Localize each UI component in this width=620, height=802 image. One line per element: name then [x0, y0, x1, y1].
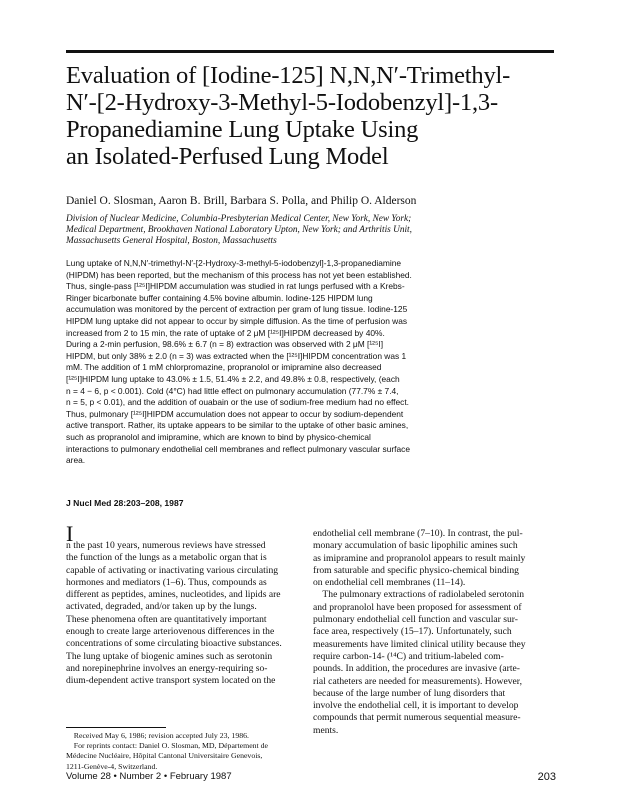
abstract-line: area. [66, 455, 86, 466]
affiliation-line: Division of Nuclear Medicine, Columbia-Presbyterian Medical Center, New York, New York; [66, 214, 412, 224]
abstract-line: active transport. Rather, its uptake appears to be similar to the uptake of other basic amines, [66, 420, 409, 431]
abstract-line: accumulation was monitored by the percent of extraction per gram of lung tissue. Iodine-125 [66, 304, 408, 315]
body-line: dium-dependent active transport system located on the [66, 675, 276, 687]
abstract-line: Lung uptake of N,N,N′-trimethyl-N′-[2-Hydroxy-3-methyl-5-iodobenzyl]-1,3-propanediamine [66, 258, 402, 268]
body-line: ments. [313, 724, 339, 736]
body-line: hormones and mediators (1–6). Thus, compounds as [66, 576, 267, 588]
body-line: involve the endothelial cell, it is important to develop [313, 700, 519, 712]
abstract-line: HIPDM lung uptake did not appear to occur by simple diffusion. As the time of perfusion was [66, 315, 408, 326]
abstract-line: Thus, single-pass [¹²⁵I]HIPDM accumulation was studied in rat lungs perfused with a Krebs- [66, 281, 405, 292]
article-title [66, 62, 556, 170]
body-line: capable of activating or inactivating various circulating [66, 564, 279, 576]
footnote-line: For reprints contact: Daniel O. Slosman, MD, Département de [66, 741, 269, 751]
page-number: 203 [537, 771, 556, 783]
footnote-line: 1211-Genève-4, Switzerland. [66, 761, 158, 771]
abstract-line: HIPDM, but only 38% ± 2.0 (n = 3) was extracted when the [¹²⁵I]HIPDM concentration was 1 [66, 350, 407, 361]
abstract-line: such as propranolol and imipramine, which are known to bind by physico-chemical [66, 431, 371, 442]
body-line: require carbon-14- (¹⁴C) and tritium-labeled com- [313, 650, 504, 662]
body-line: the function of the lungs as a metabolic organ that is [66, 552, 267, 564]
page-footer [66, 771, 556, 785]
body-line: These phenomena often are quantitatively important [66, 613, 267, 625]
body-line: and norepinephrine involves an energy-requiring so- [66, 662, 268, 674]
body-line: endothelial cell membrane (7–10). In contrast, the pul- [313, 528, 523, 539]
body-line: from saturable and specific physico-chemical binding [313, 564, 519, 576]
body-column-left [66, 521, 306, 688]
abstract-line: [¹²⁵I]HIPDM lung uptake to 43.0% ± 1.5, 51.4% ± 2.2, and 49.8% ± 0.8, respectively, (each [66, 373, 400, 384]
affiliation-line: Medical Department, Brookhaven National Laboratory Upton, New York; and Arthritis Unit, [66, 225, 412, 236]
author-list: Daniel O. Slosman, Aaron B. Brill, Barbara S. Polla, and Philip O. Alderson [66, 195, 417, 207]
top-rule [66, 50, 554, 53]
abstract-line: (HIPDM) has been reported, but the mechanism of this process has not yet been established. [66, 269, 412, 280]
affiliation-line: Massachusetts General Hospital, Boston, Massachusetts [66, 236, 277, 247]
body-first-line [66, 521, 306, 552]
abstract-line: Ringer bicarbonate buffer containing 4.5% bovine albumin. Iodine-125 HIPDM lung [66, 292, 373, 303]
footnote-line: Received May 6, 1986; revision accepted July 23, 1986. [66, 731, 249, 740]
body-line: enough to create large arteriovenous differences in the [66, 626, 275, 638]
title-line: Evaluation of [Iodine-125] N,N,N′-Trimethyl- [66, 62, 511, 89]
journal-citation: J Nucl Med 28:203–208, 1987 [66, 498, 184, 508]
footnote-line: Médecine Nucléaire, Hôpital Cantonal Universitaire Genevois, [66, 751, 263, 761]
abstract-line: During a 2-min perfusion, 98.6% ± 6.7 (n = 8) extraction was observed with 2 μM [¹²⁵I] [66, 339, 384, 350]
affiliations [66, 214, 556, 248]
body-line: pulmonary endothelial cell function and vascular sur- [313, 614, 518, 626]
body-line: different as peptides, amines, nucleotides, and lipids are [66, 589, 281, 601]
drop-cap: I [66, 521, 74, 546]
body-line: as imipramine and propranolol appears to result mainly [313, 552, 526, 564]
abstract [66, 258, 566, 467]
body-line: monary accumulation of basic lipophilic amines such [313, 540, 518, 552]
body-line: rial catheters are needed for measurements). However, [313, 675, 522, 687]
footer-issue: Volume 28 • Number 2 • February 1987 [66, 771, 232, 782]
body-line: compounds that permit numerous sequential measure- [313, 712, 521, 724]
abstract-line: increased from 2 to 15 min, the rate of uptake of 2 μM [¹²⁵I]HIPDM decreased by 40%. [66, 327, 385, 338]
title-line: an Isolated-Perfused Lung Model [66, 143, 389, 170]
abstract-line: Thus, pulmonary [¹²⁵I]HIPDM accumulation does not appear to occur by sodium-dependent [66, 408, 404, 419]
footnote-rule [66, 727, 166, 728]
abstract-line: interactions to pulmonary endothelial cell membranes and reflect pulmonary vascular surface [66, 443, 411, 454]
body-line: because of the large number of lung disorders that [313, 687, 506, 699]
title-line: N′-[2-Hydroxy-3-Methyl-5-Iodobenzyl]-1,3- [66, 89, 498, 116]
body-line: The pulmonary extractions of radiolabeled serotonin [313, 589, 525, 601]
body-line: concentrations of some circulating bioactive substances. [66, 638, 282, 650]
body-line: on endothelial cell membranes (11–14). [313, 577, 466, 589]
body-line: The lung uptake of biogenic amines such as serotonin [66, 650, 273, 662]
body-line: face area, respectively (15–17). Unfortunately, such [313, 626, 512, 638]
footnotes [66, 731, 306, 772]
body-first-line-text: n the past 10 years, numerous reviews have stressed [66, 540, 266, 551]
body-column-right [313, 528, 553, 737]
abstract-line: mM. The addition of 1 mM chlorpromazine, propranolol or imipramine also decreased [66, 362, 382, 373]
body-line: and propranolol have been proposed for assessment of [313, 601, 522, 613]
body-line: pounds. In addition, the procedures are invasive (arte- [313, 663, 520, 675]
body-line: measurements have limited clinical utility because they [313, 638, 526, 650]
body-line: activated, degraded, and/or taken up by the lungs. [66, 601, 257, 613]
title-line: Propanediamine Lung Uptake Using [66, 116, 419, 143]
abstract-line: n = 5, p < 0.01), and the addition of ouabain or the use of sodium-free medium had no effect. [66, 397, 409, 408]
abstract-line: n = 4 − 6, p < 0.001). Cold (4°C) had little effect on pulmonary accumulation (77.7% ± 7.4, [66, 385, 399, 396]
